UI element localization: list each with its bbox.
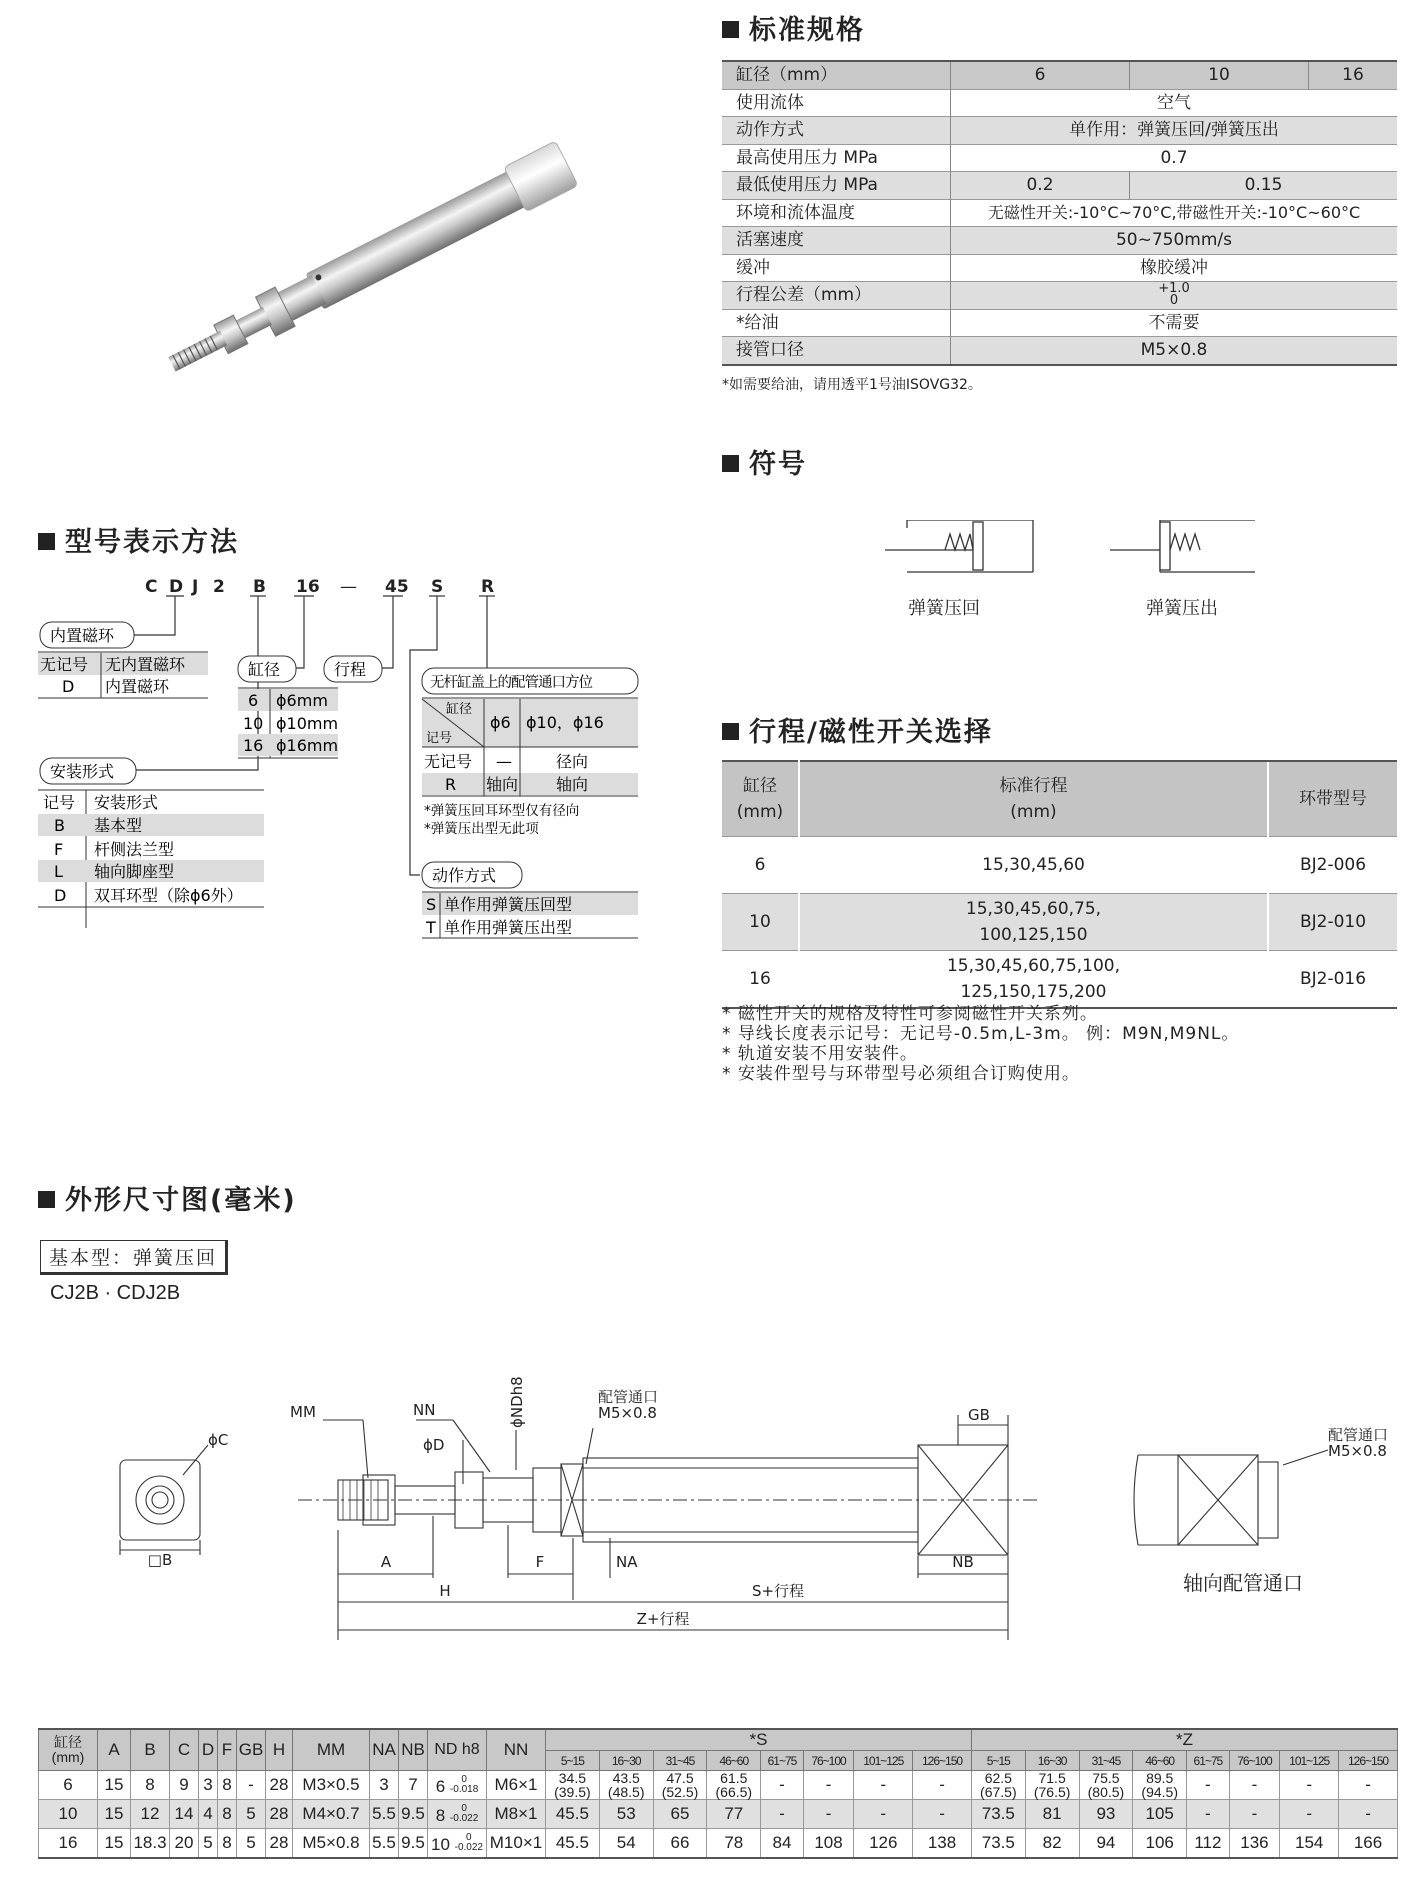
dim-row-6: 6 15 8 9 3 8 - 28 M3×0.5 3 7 6 0 -0.018 M6×1 34.5 (39.5) 43.5 (48.5) 47.5 (52.5) 61.5 (66.5) - - - - 62.5 (67.5) 71.5 (76.5) 75.5 (80.5) 89.5 (94.5) - - - - xyxy=(39,1771,1398,1800)
spec-table xyxy=(722,60,1397,366)
action-title: 动作方式 xyxy=(432,866,497,885)
label-h: H xyxy=(439,1582,451,1600)
stroke-notes: * 磁性开关的规格及特性可参阅磁性开关系列。 * 导线长度表示记号：无记号-0.5m,L-3m。 例：M9N,M9NL。 * 轨道安装不用安装件。 * 安装件型号与环带型号必须组合订购使用。 xyxy=(722,1004,1240,1084)
svg-text:记号: 记号 xyxy=(426,731,453,746)
label-f: F xyxy=(535,1553,545,1571)
svg-text:记号: 记号 xyxy=(43,793,76,812)
dimension-table: 缸径 (mm) A B C D F GB H MM NA NB ND h8 NN *S *Z 5~15 16~30 31~45 46~60 61~75 76~100 101~125 126~150 5~15 16~30 31~45 46~60 61~75 76~100 101~125 126~150 6 15 8 9 3 8 - 28 M3×0.5 3 7 6 0 -0.018 M6×1 34.5 (39.5) 43.5 (48.5) 47.5 (52.5) 61.5 (66.5) - - - - 62.5 (67.5) 71.5 (76.5) 75.5 (80.5) 89.5 (94.5) - - - - 10 15 12 14 4 8 5 28 M4×0.7 5.5 9.5 8 0 -0.022 M8×1 45.5 53 65 77 - - - - 73.5 81 93 105 - - - - 16 15 18.3 20 5 8 5 28 M5×0.8 5.5 9.5 10 0 -0.022 M10×1 45.5 54 66 78 84 108 126 138 73.5 82 94 106 112 136 154 166 xyxy=(38,1728,1398,1859)
svg-text:D: D xyxy=(54,886,67,905)
spec-row-min-pressure: 最低使用压力 MPa 0.2 0.15 xyxy=(722,172,1397,200)
action-table xyxy=(422,892,638,938)
stroke-table: 缸径 (mm) 标准行程 (mm) 环带型号 6 15,30,45,60 BJ2-006 10 15,30,45,60,75, 100,125,150 BJ2-010 16 15,30,45,60,75,100, 125,150,175,200 BJ2-016 xyxy=(722,760,1397,1009)
label-nb: NB xyxy=(952,1553,974,1571)
svg-text:单作用弹簧压回型: 单作用弹簧压回型 xyxy=(444,895,573,914)
svg-text:T: T xyxy=(426,918,436,937)
model-section-title: 型号表示方法 xyxy=(38,520,239,559)
label-axial-port-size: M5×0.8 xyxy=(1328,1442,1387,1460)
magnet-title: 内置磁环 xyxy=(50,626,115,645)
svg-text:双耳环型（除ϕ6外）: 双耳环型（除ϕ6外） xyxy=(94,886,243,905)
svg-text:F: F xyxy=(54,840,64,859)
symbol-section-title: 符号 xyxy=(722,442,807,481)
svg-text:基本型: 基本型 xyxy=(94,816,143,835)
code-r: R xyxy=(481,577,495,597)
code-s: S xyxy=(431,577,444,597)
symbol-label-extend: 弹簧压出 xyxy=(1146,598,1218,619)
code-dash: — xyxy=(340,577,357,597)
svg-text:单作用弹簧压出型: 单作用弹簧压出型 xyxy=(444,918,573,937)
code-d: D xyxy=(169,577,184,597)
label-axial-port: 配管通口 xyxy=(1328,1426,1389,1444)
spec-row-cushion: 缓冲 橡胶缓冲 xyxy=(722,254,1397,282)
svg-text:缸径: 缸径 xyxy=(446,702,473,717)
cylinder-photo xyxy=(150,130,610,380)
model-code-diagram xyxy=(38,570,668,960)
port-table xyxy=(422,698,638,837)
stroke-row-10: 10 15,30,45,60,75, 100,125,150 BJ2-010 xyxy=(722,894,1397,951)
svg-text:B: B xyxy=(54,816,65,835)
mount-table xyxy=(38,790,264,928)
label-nn: NN xyxy=(413,1401,436,1419)
code-b: B xyxy=(253,577,266,597)
label-phi-nd: ϕNDh8 xyxy=(508,1376,526,1428)
svg-text:10: 10 xyxy=(243,714,264,733)
mount-title: 安装形式 xyxy=(50,762,115,781)
label-port-size: M5×0.8 xyxy=(598,1404,657,1422)
svg-text:杆侧法兰型: 杆侧法兰型 xyxy=(94,840,175,859)
label-phi-d: ϕD xyxy=(423,1436,445,1454)
symbol-label-return: 弹簧压回 xyxy=(908,598,980,619)
svg-text:ϕ6: ϕ6 xyxy=(490,713,511,732)
label-mm: MM xyxy=(290,1403,316,1421)
spec-row-tolerance: 行程公差（mm） +1.0 0 xyxy=(722,282,1397,310)
svg-text:轴向脚座型: 轴向脚座型 xyxy=(94,862,175,881)
spec-row-port: 接管口径 M5×0.8 xyxy=(722,337,1397,365)
spec-row-speed: 活塞速度 50~750mm/s xyxy=(722,227,1397,255)
code-2: 2 xyxy=(213,577,225,597)
label-na: NA xyxy=(616,1553,638,1571)
svg-text:*弹簧压回耳环型仅有径向: *弹簧压回耳环型仅有径向 xyxy=(424,803,580,819)
spec-row-temperature: 环境和流体温度 无磁性开关:-10°C~70°C,带磁性开关:-10°C~60°C xyxy=(722,199,1397,227)
port-title: 无杆缸盖上的配管通口方位 xyxy=(430,675,592,691)
type-box: 基本型：弹簧压回 xyxy=(40,1240,228,1275)
svg-text:*弹簧压出型无此项: *弹簧压出型无此项 xyxy=(424,821,539,837)
svg-text:轴向: 轴向 xyxy=(556,775,589,794)
dims-section-title: 外形尺寸图(毫米) xyxy=(38,1178,297,1217)
label-a: A xyxy=(380,1553,392,1571)
stroke-section-title: 行程/磁性开关选择 xyxy=(722,710,993,749)
svg-text:安装形式: 安装形式 xyxy=(94,793,159,812)
symbol-spring-return xyxy=(885,520,1035,580)
svg-text:无内置磁环: 无内置磁环 xyxy=(105,655,186,674)
dim-row-16: 16 15 18.3 20 5 8 5 28 M5×0.8 5.5 9.5 10 0 -0.022 M10×1 45.5 54 66 78 84 108 126 138 73.5 82 94 106 112 136 154 166 xyxy=(39,1829,1398,1859)
svg-text:无记号: 无记号 xyxy=(424,752,473,771)
label-z: Z+行程 xyxy=(636,1610,690,1628)
svg-text:内置磁环: 内置磁环 xyxy=(105,677,170,696)
svg-text:S: S xyxy=(426,895,437,914)
dimension-drawing xyxy=(38,1360,1398,1650)
spec-row-action: 动作方式 单作用：弹簧压回/弹簧压出 xyxy=(722,117,1397,145)
stroke-title: 行程 xyxy=(334,660,367,679)
svg-text:6: 6 xyxy=(248,691,259,710)
spec-section-title: 标准规格 xyxy=(722,8,865,47)
label-b: □B xyxy=(147,1551,173,1569)
svg-text:ϕ10，ϕ16: ϕ10，ϕ16 xyxy=(526,713,604,732)
svg-text:ϕ6mm: ϕ6mm xyxy=(276,691,328,710)
code-bore: 16 xyxy=(296,577,320,597)
svg-text:L: L xyxy=(54,862,63,881)
svg-text:R: R xyxy=(445,775,457,794)
svg-text:轴向: 轴向 xyxy=(486,775,519,794)
label-gb: GB xyxy=(968,1406,990,1424)
bore-title: 缸径 xyxy=(248,660,281,679)
svg-text:径向: 径向 xyxy=(556,752,589,771)
svg-text:无记号: 无记号 xyxy=(40,655,89,674)
model-label: CJ2B · CDJ2B xyxy=(50,1282,181,1304)
code-stroke: 45 xyxy=(385,577,409,597)
svg-text:ϕ10mm: ϕ10mm xyxy=(276,714,339,733)
bore-table xyxy=(238,688,338,758)
spec-row-lubrication: *给油 不需要 xyxy=(722,309,1397,337)
svg-text:ϕ16mm: ϕ16mm xyxy=(276,736,339,755)
svg-text:—: — xyxy=(496,752,512,771)
code-j: J xyxy=(192,577,199,597)
spec-row-fluid: 使用流体 空气 xyxy=(722,89,1397,117)
svg-text:16: 16 xyxy=(243,736,264,755)
stroke-row-16: 16 15,30,45,60,75,100, 125,150,175,200 BJ2-016 xyxy=(722,951,1397,1009)
label-axial: 轴向配管通口 xyxy=(1183,1571,1303,1595)
spec-note: *如需要给油，请用透平1号油ISOVG32。 xyxy=(722,377,982,393)
label-s: S+行程 xyxy=(751,1582,805,1600)
spec-row-max-pressure: 最高使用压力 MPa 0.7 xyxy=(722,144,1397,172)
spec-row-bore: 缸径（mm） 6 10 16 xyxy=(722,61,1397,89)
svg-text:D: D xyxy=(62,677,75,696)
label-phi-c: ϕC xyxy=(208,1431,229,1449)
label-port: 配管通口 xyxy=(598,1388,659,1406)
symbol-spring-extend xyxy=(1110,520,1260,580)
magnet-table xyxy=(38,652,208,698)
stroke-row-6: 6 15,30,45,60 BJ2-006 xyxy=(722,837,1397,894)
dim-row-10: 10 15 12 14 4 8 5 28 M4×0.7 5.5 9.5 8 0 -0.022 M8×1 45.5 53 65 77 - - - - 73.5 81 93 105 - - - - xyxy=(39,1800,1398,1829)
code-c: C xyxy=(145,577,158,597)
